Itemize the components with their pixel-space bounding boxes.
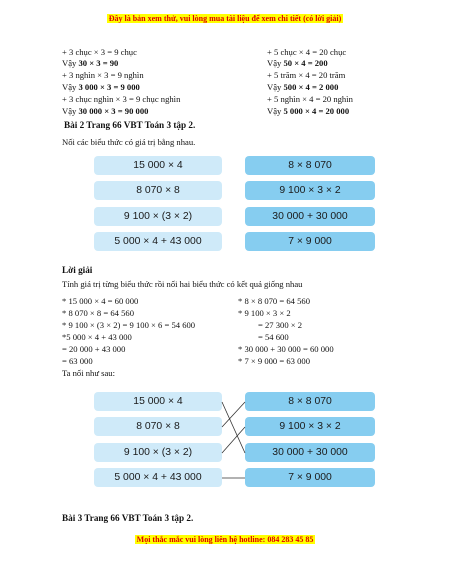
expr-left-1: 15 000 × 4 [94,156,222,175]
hotline-banner: Mọi thắc mắc vui lòng liên hệ hotline: 084 283 45 85 [136,535,314,544]
expr-left-3: 9 100 × (3 × 2) [94,207,222,226]
connector-3-to-2 [222,427,245,453]
solution-right-6: * 7 × 9 000 = 63 000 [238,356,310,366]
expr-right-1: 8 × 8 070 [245,156,375,175]
calc-left-4: Vậy 3 000 × 3 = 9 000 [62,82,140,92]
match-right-4: 7 × 9 000 [245,468,375,487]
calc-left-3: + 3 nghìn × 3 = 9 nghìn [62,70,144,80]
expr-right-2: 9 100 × 3 × 2 [245,181,375,200]
match-left-1: 15 000 × 4 [94,392,222,411]
connector-2-to-1 [222,402,245,427]
match-right-1: 8 × 8 070 [245,392,375,411]
match-left-2: 8 070 × 8 [94,417,222,436]
calc-left-1: + 3 chục × 3 = 9 chục [62,47,137,57]
calc-right-5: + 5 nghìn × 4 = 20 nghìn [267,94,353,104]
expr-left-2: 8 070 × 8 [94,181,222,200]
match-left-3: 9 100 × (3 × 2) [94,443,222,462]
solution-right-4: = 54 600 [258,332,289,342]
calc-right-6: Vậy 5 000 × 4 = 20 000 [267,106,350,116]
solution-left-3: * 9 100 × (3 × 2) = 9 100 × 6 = 54 600 [62,320,196,330]
match-right-2: 9 100 × 3 × 2 [245,417,375,436]
solution-right-5: * 30 000 + 30 000 = 60 000 [238,344,334,354]
preview-banner: Đây là bản xem thử, vui lòng mua tài liệu để xem chi tiết (có lời giải) [108,14,342,23]
bai2-instruction: Nối các biểu thức có giá trị bằng nhau. [62,137,196,147]
expr-left-4: 5 000 × 4 + 43 000 [94,232,222,251]
solution-right-3: = 27 300 × 2 [258,320,303,330]
calc-left-5: + 3 chục nghìn × 3 = 9 chục nghìn [62,94,181,104]
solution-left-6: = 63 000 [62,356,93,366]
solution-right-1: * 8 × 8 070 = 64 560 [238,296,310,306]
calc-left-2: Vậy 30 × 3 = 90 [62,58,119,68]
expr-right-4: 7 × 9 000 [245,232,375,251]
match-left-4: 5 000 × 4 + 43 000 [94,468,222,487]
expr-right-3: 30 000 + 30 000 [245,207,375,226]
loi-giai-title: Lời giải [62,265,93,275]
calc-right-4: Vậy 500 × 4 = 2 000 [267,82,339,92]
calc-right-1: + 5 chục × 4 = 20 chục [267,47,347,57]
solution-left-4: *5 000 × 4 + 43 000 [62,332,132,342]
bai3-title: Bài 3 Trang 66 VBT Toán 3 tập 2. [62,513,194,523]
solution-left-5: = 20 000 + 43 000 [62,344,126,354]
solution-left-1: * 15 000 × 4 = 60 000 [62,296,139,306]
bai2-title: Bài 2 Trang 66 VBT Toán 3 tập 2. [64,120,196,130]
calc-left-6: Vậy 30 000 × 3 = 90 000 [62,106,149,116]
solution-right-2: * 9 100 × 3 × 2 [238,308,291,318]
calc-right-2: Vậy 50 × 4 = 200 [267,58,328,68]
solution-left-2: * 8 070 × 8 = 64 560 [62,308,134,318]
loi-giai-intro: Tính giá trị từng biểu thức rồi nối hai biểu thức có kết quả giống nhau [62,279,303,289]
match-right-3: 30 000 + 30 000 [245,443,375,462]
ta-noi-text: Ta nối như sau: [62,368,115,378]
calc-right-3: + 5 trăm × 4 = 20 trăm [267,70,346,80]
connector-1-to-3 [222,402,245,453]
